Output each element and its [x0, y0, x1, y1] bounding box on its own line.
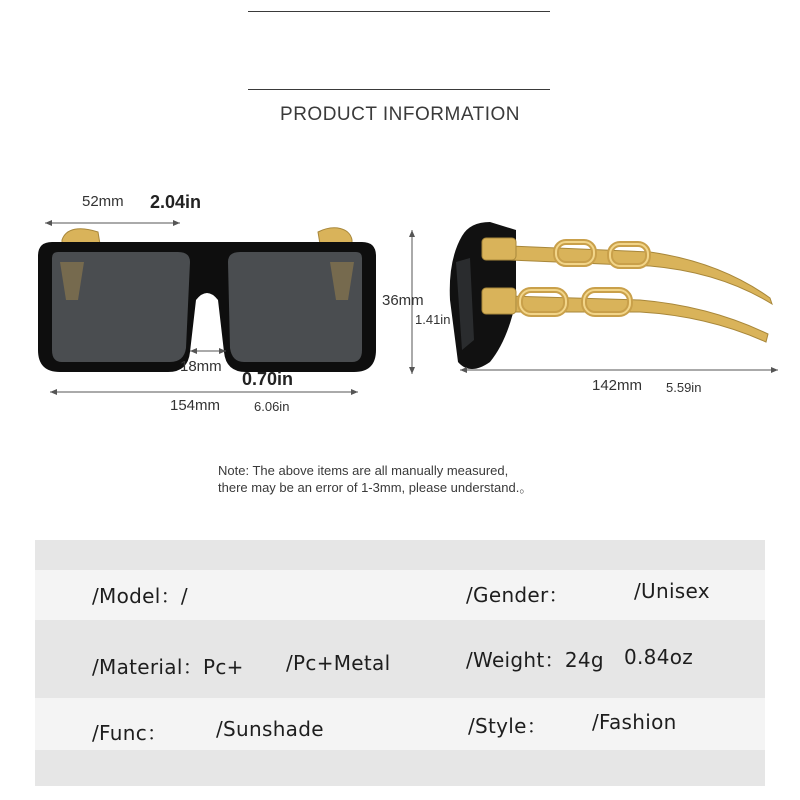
- lens-height-mm: 36mm: [382, 292, 424, 309]
- material-value: /Pc+Metal: [286, 651, 391, 675]
- weight-label: /Weight：24g: [466, 648, 604, 672]
- measurement-note: [218, 462, 532, 496]
- gender-label: /Gender：: [466, 583, 569, 607]
- note-line-1: Note: The above items are all manually measured,: [218, 463, 509, 478]
- upper-temple: [510, 246, 772, 304]
- lower-temple: [508, 296, 768, 342]
- note-line-2: there may be an error of 1-3mm, please understand.。: [218, 480, 533, 495]
- style-value: /Fashion: [592, 710, 677, 734]
- bridge-in: 0.70in: [242, 369, 294, 389]
- weight-value: 0.84oz: [624, 645, 694, 669]
- lens-height-in: 1.41in: [415, 312, 451, 327]
- style-label: /Style：: [468, 714, 548, 738]
- temple-length-in: 5.59in: [666, 380, 702, 395]
- frame-width-in: 6.06in: [254, 399, 290, 414]
- lens-width-in: 2.04in: [150, 192, 202, 212]
- func-label: /Func：: [92, 721, 168, 745]
- side-view: [412, 222, 772, 374]
- bridge-mm: 18mm: [180, 358, 222, 375]
- page-title: PRODUCT INFORMATION: [280, 104, 520, 125]
- gender-value: /Unisex: [634, 579, 710, 603]
- material-label: /Material：Pc+: [92, 655, 244, 679]
- func-value: /Sunshade: [216, 717, 324, 741]
- lens-width-mm: 52mm: [82, 193, 124, 210]
- spec-band-top: [35, 540, 765, 570]
- spec-band-bottom: [35, 750, 765, 786]
- front-view: [38, 228, 376, 372]
- temple-length-mm: 142mm: [592, 377, 643, 394]
- frame-width-mm: 154mm: [170, 397, 221, 414]
- model-label: /Model：/: [92, 584, 188, 608]
